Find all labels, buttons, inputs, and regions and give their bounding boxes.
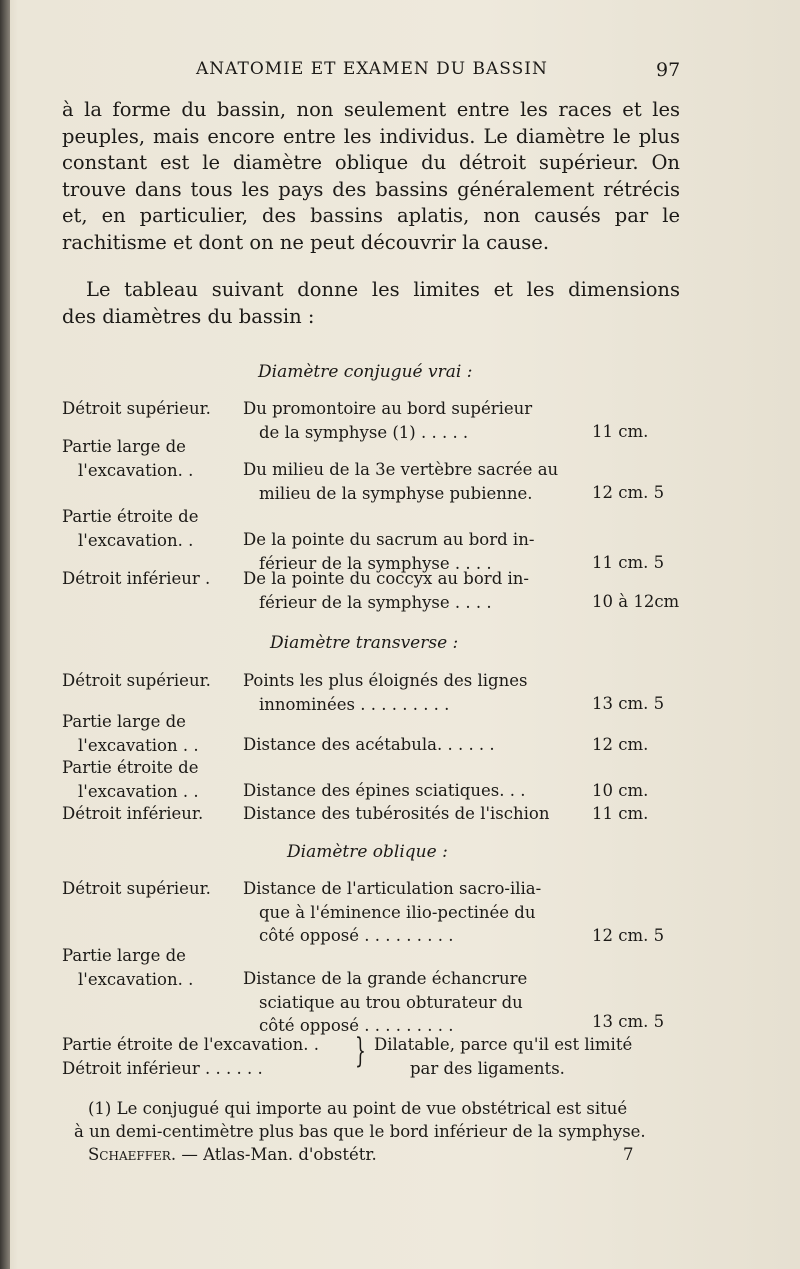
text-line: peuples, mais encore entre les individus. Le diamètre le plus <box>62 124 680 148</box>
row-label: Partie étroite de l'excavation. . Détroit inférieur . . . . . . <box>62 1035 320 1078</box>
text-line: des diamètres du bassin : <box>62 304 315 328</box>
row-description: Distance des épines sciatiques. . . <box>243 781 526 800</box>
row-value: 11 cm. <box>592 422 649 441</box>
row-label: Détroit supérieur. <box>62 879 211 898</box>
row-description: Dilatable, parce qu'il est limité par des ligaments. <box>374 1035 633 1078</box>
row-label: Partie étroite de l'excavation . . <box>62 758 199 801</box>
row-value: 13 cm. 5 <box>592 694 665 713</box>
row-value: 10 à 12cm <box>592 592 680 611</box>
paragraph-1 <box>62 97 680 257</box>
row-label: Partie large de l'excavation . . <box>62 712 199 755</box>
row-value: 11 cm. 5 <box>592 553 665 572</box>
row-description: De la pointe du sacrum au bord in- férieur de la symphyse . . . . <box>243 530 535 573</box>
row-description: Distance de l'articulation sacro-ilia- que à l'éminence ilio-pectinée du côté opposé . . . . . . . . . <box>243 879 542 945</box>
row-value: 12 cm. 5 <box>592 483 665 502</box>
section-title-conjugue: Diamètre conjugué vrai : <box>258 362 473 382</box>
row-label: Détroit inférieur . <box>62 569 211 588</box>
row-description: Points les plus éloignés des lignes innominées . . . . . . . . . <box>243 671 528 714</box>
row-label: Partie large de l'excavation. . <box>62 946 194 989</box>
row-description: Du promontoire au bord supérieur de la symphyse (1) . . . . . <box>243 399 533 442</box>
row-value: 10 cm. <box>592 781 649 800</box>
footnote-line: (1) Le conjugué qui importe au point de vue obstétrical est situé <box>88 1099 628 1118</box>
text-line: constant est le diamètre oblique du détroit supérieur. On <box>62 151 680 175</box>
page-header <box>0 59 800 89</box>
row-label: Détroit supérieur. <box>62 399 211 418</box>
row-value: 11 cm. <box>592 804 649 823</box>
section-title-transverse: Diamètre transverse : <box>270 633 459 653</box>
footnote-line: à un demi-centimètre plus bas que le bord inférieur de la symphyse. <box>74 1122 646 1141</box>
row-label: Partie étroite de l'excavation. . <box>62 507 199 550</box>
brace-glyph: } <box>355 1031 366 1071</box>
text-line: Le tableau suivant donne les limites et les dimensions <box>86 278 680 301</box>
text-line: rachitisme et dont on ne peut découvrir la cause. <box>62 230 550 254</box>
row-description: Distance des tubérosités de l'ischion <box>243 804 550 823</box>
signature-number: 7 <box>623 1145 634 1164</box>
row-label: Détroit inférieur. <box>62 804 204 823</box>
row-description: Distance de la grande échancrure sciatique au trou obturateur du côté opposé . . . . . . . . . <box>243 969 528 1035</box>
row-description: Distance des acétabula. . . . . . <box>243 735 495 754</box>
running-title: ANATOMIE ET EXAMEN DU BASSIN <box>196 59 548 79</box>
row-value: 12 cm. <box>592 735 649 754</box>
text-line: à la forme du bassin, non seulement entre les races et les <box>62 98 680 121</box>
row-description: De la pointe du coccyx au bord in- férieur de la symphyse . . . . <box>243 569 529 612</box>
footnote <box>74 1097 684 1143</box>
row-description: Du milieu de la 3e vertèbre sacrée au milieu de la symphyse pubienne. <box>243 460 559 503</box>
text-line: et, en particulier, des bassins aplatis, non causés par le <box>62 204 680 228</box>
book-spine-edge <box>0 0 10 1269</box>
text-line: trouve dans tous les pays des bassins généralement rétrécis <box>62 177 680 201</box>
row-value: 13 cm. 5 <box>592 1012 665 1031</box>
signature-line <box>88 1145 377 1164</box>
row-value: 12 cm. 5 <box>592 926 665 945</box>
signature-text: — Atlas-Man. d'obstétr. <box>181 1145 377 1164</box>
row-label: Détroit supérieur. <box>62 671 211 690</box>
paragraph-2 <box>62 277 680 330</box>
row-label: Partie large de l'excavation. . <box>62 437 194 480</box>
signature-author: Schaeffer. <box>88 1145 177 1164</box>
section-title-oblique: Diamètre oblique : <box>287 842 448 862</box>
page-number: 97 <box>656 59 681 81</box>
